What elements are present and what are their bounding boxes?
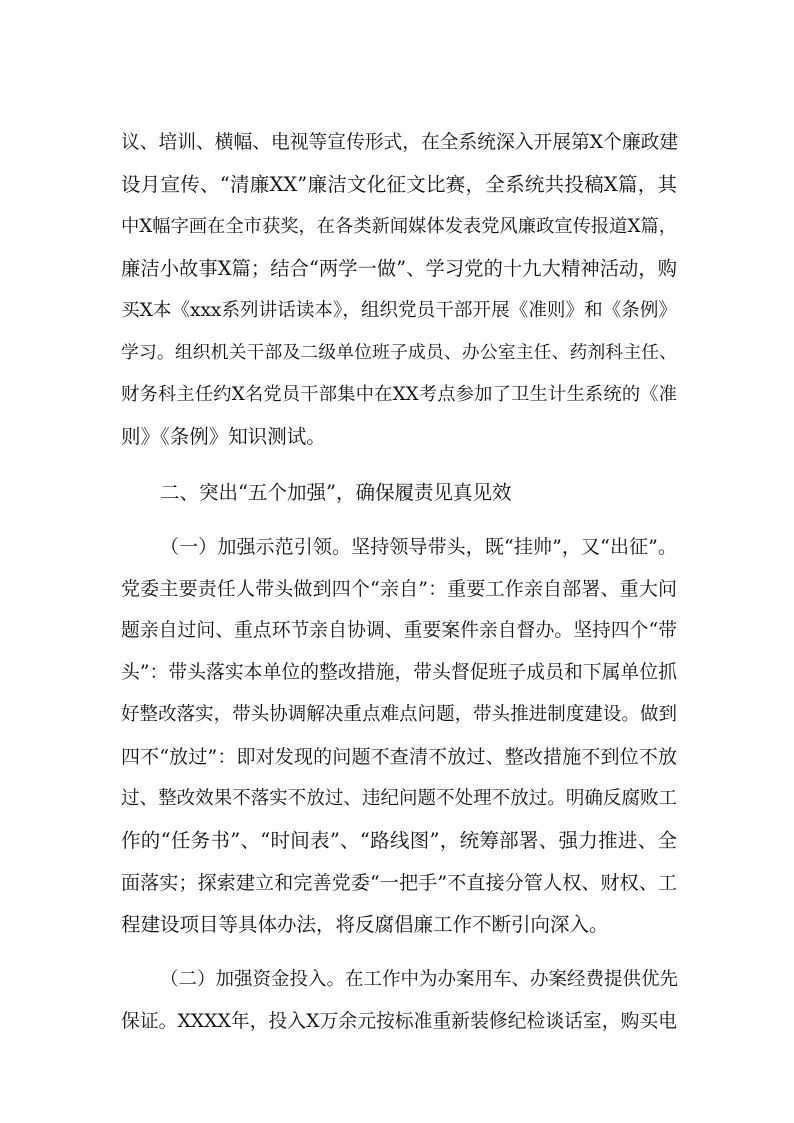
paragraph-line: 程建设项目等具体办法，将反腐倡廉工作不断引向深入。 bbox=[121, 913, 609, 936]
paragraph-line: 买X本《xxx系列讲话读本》，组织党员干部开展《准则》和《条例》 bbox=[121, 300, 677, 321]
section-heading: 二、突出“五个加强”，确保履责见真见效 bbox=[160, 481, 512, 504]
paragraph-line: 题亲自过问、重点环节亲自协调、重要案件亲自督办。坚持四个“带 bbox=[121, 620, 677, 641]
paragraph-line: 则》《条例》知识测试。 bbox=[121, 425, 326, 448]
paragraph-line: 财务科主任约X名党员干部集中在XX考点参加了卫生计生系统的《准 bbox=[121, 384, 677, 405]
paragraph-line: 四不“放过”：即对发现的问题不查清不放过、整改措施不到位不放 bbox=[121, 746, 677, 768]
paragraph-line: 议、培训、横幅、电视等宣传形式，在全系统深入开展第X个廉政建 bbox=[121, 132, 679, 153]
paragraph-line: 学习。组织机关干部及二级单位班子成员、办公室主任、药剂科主任、 bbox=[121, 343, 677, 363]
paragraph-line: 中X幅字画在全市获奖，在各类新闻媒体发表党风廉政宣传报道X篇， bbox=[121, 216, 677, 237]
paragraph-line: （二）加强资金投入。在工作中为办案用车、办案经费提供优先 bbox=[160, 969, 679, 990]
paragraph-line: 廉洁小故事X篇；结合“两学一做”、学习党的十九大精神活动，购 bbox=[121, 257, 677, 280]
paragraph-line: 保证。XXXX年，投入X万余元按标准重新装修纪检谈话室，购买电 bbox=[121, 1011, 677, 1032]
paragraph-line: 设月宣传、“清廉XX”廉洁文化征文比赛，全系统共投稿X篇，其 bbox=[121, 173, 677, 196]
paragraph-line: 过、整改效果不落实不放过、违纪问题不处理不放过。明确反腐败工 bbox=[121, 788, 677, 809]
paragraph-line: 党委主要责任人带头做到四个“亲自”：重要工作亲自部署、重大问 bbox=[121, 578, 677, 600]
paragraph-line: 好整改落实，带头协调解决重点难点问题，带头推进制度建设。做到 bbox=[121, 704, 677, 725]
paragraph-line: （一）加强示范引领。坚持领导带头，既“挂帅”，又“出征”。 bbox=[160, 536, 677, 558]
paragraph-line: 作的“任务书”、“时间表”、“路线图”，统筹部署、强力推进、全 bbox=[121, 829, 677, 852]
paragraph-line: 头”：带头落实本单位的整改措施，带头督促班子成员和下属单位抓 bbox=[121, 662, 677, 683]
paragraph-line: 面落实；探索建立和完善党委“一把手”不直接分管人权、财权、工 bbox=[121, 872, 677, 894]
